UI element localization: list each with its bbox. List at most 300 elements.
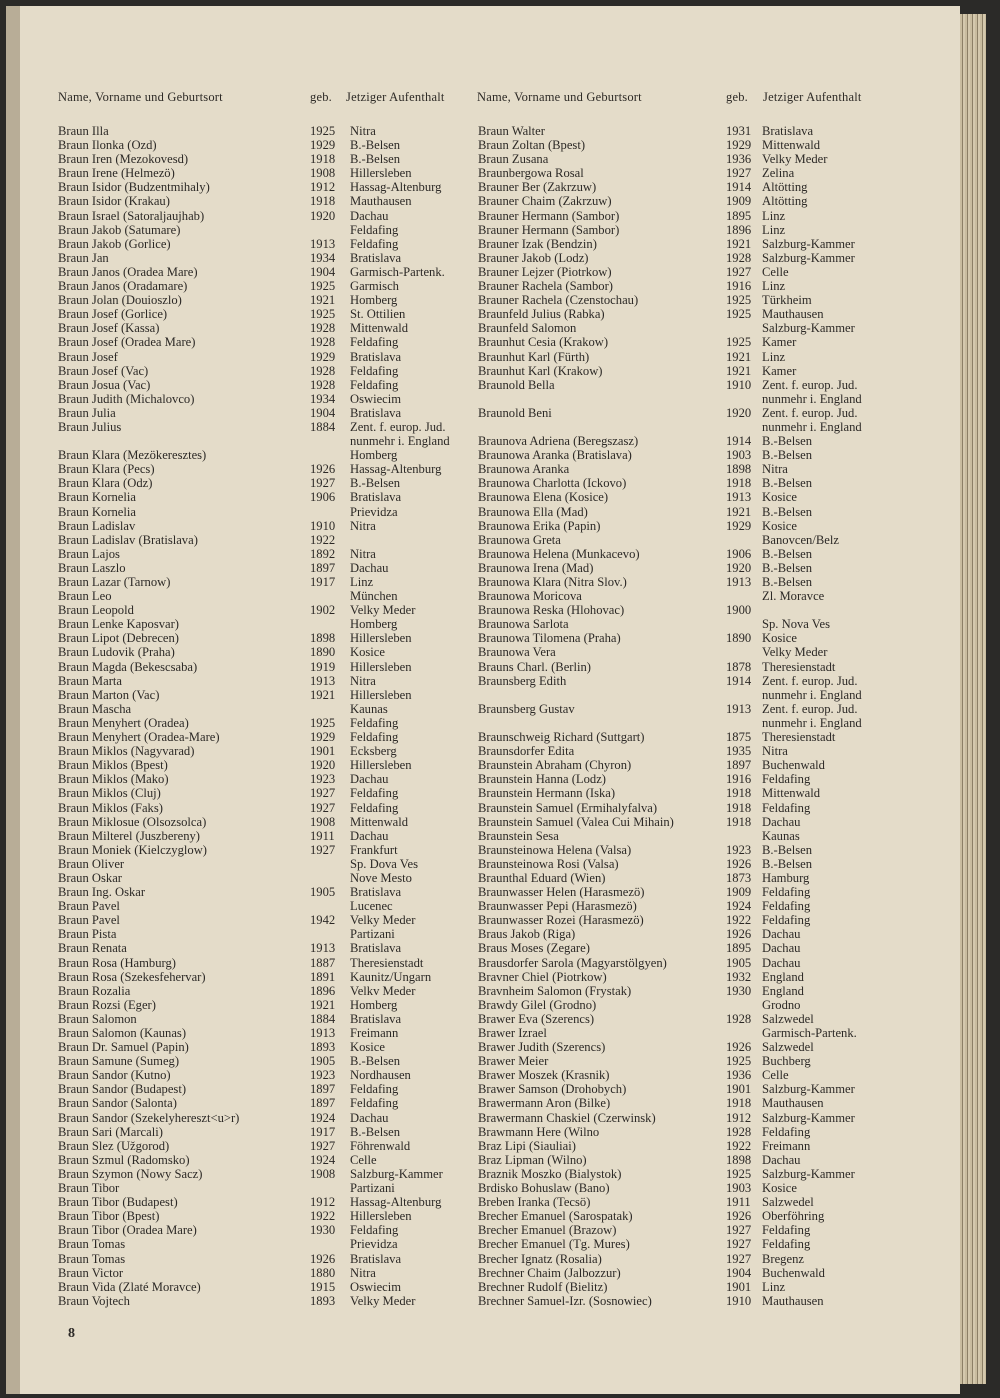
entry-birth-year: 1918 xyxy=(726,476,752,491)
entry-name: Brecher Ignatz (Rosalia) xyxy=(478,1251,602,1266)
entry-residence: Feldafing xyxy=(762,885,811,900)
entry-birth-year: 1921 xyxy=(726,363,752,378)
entry-birth-year: 1925 xyxy=(726,1054,752,1069)
col1-header-year: geb. xyxy=(310,90,332,104)
entry-birth-year: 1875 xyxy=(726,730,752,745)
entry-birth-year: 1929 xyxy=(310,730,336,745)
entry-residence: Salzburg-Kammer xyxy=(350,1166,443,1181)
entry-birth-year: 1921 xyxy=(726,349,752,364)
entry-birth-year: 1901 xyxy=(310,744,336,759)
entry-birth-year: 1920 xyxy=(310,758,336,773)
entry-residence: Feldafing xyxy=(350,730,399,745)
entry-name: Braus Jakob (Riga) xyxy=(478,927,576,942)
entry-residence: Nitra xyxy=(350,124,376,138)
entry-name: Brauner Rachela (Czenstochau) xyxy=(478,293,639,308)
entry-residence: Kosice xyxy=(762,518,797,533)
entry-residence: nunmehr i. England xyxy=(762,391,862,406)
entry-name: Braunwasser Rozei (Harasmezö) xyxy=(478,913,644,928)
entry-birth-year: 1920 xyxy=(726,405,752,420)
entry-residence: Kamer xyxy=(762,335,797,350)
entry-name: Braunstein Samuel (Ermihalyfalva) xyxy=(478,800,658,815)
entry-name: Brauner Hermann (Sambor) xyxy=(478,208,620,223)
entry-residence: St. Ottilien xyxy=(350,307,406,322)
entry-residence: Bratislava xyxy=(350,1251,402,1266)
entry-residence: Dachau xyxy=(350,208,389,223)
entry-name: Braun Lenke Kaposvar) xyxy=(58,617,179,632)
entry-name: Braun Josef (Oradea Mare) xyxy=(58,335,196,350)
entry-name: Braun Jakob (Satumare) xyxy=(58,222,181,237)
entry-name: Braunhut Karl (Krakow) xyxy=(478,363,603,378)
entry-name: Brechner Chaim (Jalbozzur) xyxy=(478,1265,621,1280)
entry-residence: Zent. f. europ. Jud. xyxy=(762,673,858,688)
entry-birth-year: 1910 xyxy=(310,518,336,533)
entry-birth-year: 1927 xyxy=(726,1237,752,1252)
entry-residence: Feldafing xyxy=(350,715,399,730)
entry-birth-year: 1913 xyxy=(726,701,752,716)
entry-birth-year: 1897 xyxy=(726,758,752,773)
entry-name: Braunova Adriena (Beregszasz) xyxy=(478,434,639,449)
entry-birth-year: 1912 xyxy=(726,1110,752,1125)
entry-birth-year: 1898 xyxy=(310,631,336,646)
entry-birth-year: 1901 xyxy=(726,1279,752,1294)
entry-birth-year: 1873 xyxy=(726,870,752,885)
entry-name: Braunsteinowa Helena (Valsa) xyxy=(478,842,632,857)
entry-name: Braun Janos (Oradamare) xyxy=(58,279,188,294)
entry-residence: Salzburg-Kammer xyxy=(762,321,855,336)
entry-residence: Buchenwald xyxy=(762,758,825,773)
entry-birth-year: 1918 xyxy=(726,1096,752,1111)
entry-residence: Dachau xyxy=(350,828,389,843)
entry-residence: Kosice xyxy=(762,631,797,646)
entry-name: Brawmann Here (Wilno xyxy=(478,1124,600,1139)
entry-birth-year: 1904 xyxy=(310,264,336,279)
entry-name: Braun Victor xyxy=(58,1265,124,1280)
entry-birth-year: 1884 xyxy=(310,419,336,434)
entry-birth-year: 1918 xyxy=(726,786,752,801)
entry-name: Braunowa Moricova xyxy=(478,589,582,604)
entry-name: Braun Mascha xyxy=(58,701,132,716)
entry-birth-year: 1914 xyxy=(726,673,752,688)
entry-name: Brecher Emanuel (Sarospatak) xyxy=(478,1209,633,1224)
col2-header-place: Jetziger Aufenthalt xyxy=(763,90,862,104)
entry-residence: Partizani xyxy=(350,927,395,942)
entry-name: Braun Miklosue (Olsozsolca) xyxy=(58,814,207,829)
entry-residence: Mauthausen xyxy=(762,1293,824,1308)
entry-name: Braun Walter xyxy=(478,124,545,138)
entry-residence: Linz xyxy=(762,279,786,294)
entry-name: Braun Rozsi (Eger) xyxy=(58,997,156,1012)
entry-residence: Buchberg xyxy=(762,1054,811,1069)
entry-birth-year: 1928 xyxy=(726,1124,752,1139)
entry-name: Braun Leo xyxy=(58,589,112,604)
entry-residence: Feldafing xyxy=(762,800,811,815)
entry-birth-year: 1913 xyxy=(310,236,336,251)
entry-name: Braunowa Greta xyxy=(478,532,561,547)
entry-name: Braun Oliver xyxy=(58,856,125,871)
entry-residence: Kosice xyxy=(350,1040,385,1055)
entry-residence: Zent. f. europ. Jud. xyxy=(350,419,446,434)
entry-birth-year: 1923 xyxy=(310,772,336,787)
entry-residence: Linz xyxy=(762,1279,786,1294)
entry-name: Brauns Charl. (Berlin) xyxy=(478,659,591,674)
entry-name: Braz Lipman (Wilno) xyxy=(478,1152,587,1167)
entry-name: Braun Klara (Odz) xyxy=(58,476,153,491)
entry-name: Braun Sandor (Salonta) xyxy=(58,1096,177,1111)
entry-name: Brdisko Bohuslaw (Bano) xyxy=(478,1181,610,1196)
entry-residence: Homberg xyxy=(350,617,398,632)
entry-residence: B.-Belsen xyxy=(350,1124,401,1139)
entry-birth-year: 1922 xyxy=(726,913,752,928)
entry-birth-year: 1878 xyxy=(726,659,752,674)
entry-name: Braunsberg Edith xyxy=(478,673,567,688)
entry-birth-year: 1893 xyxy=(310,1040,336,1055)
entry-birth-year: 1905 xyxy=(726,955,752,970)
entry-name: Braun Salomon (Kaunas) xyxy=(58,1026,187,1040)
entry-birth-year: 1924 xyxy=(310,1152,336,1167)
entry-name: Braunstein Abraham (Chyron) xyxy=(478,758,632,773)
entry-name: Braun Illa xyxy=(58,124,109,138)
entry-name: Braun Kornelia xyxy=(58,490,136,505)
entry-residence: Partizani xyxy=(350,1181,395,1196)
entry-birth-year: 1880 xyxy=(310,1265,336,1280)
entry-residence: Zent. f. europ. Jud. xyxy=(762,701,858,716)
entry-residence: Mittenwald xyxy=(350,321,409,336)
entry-name: Braunowa Reska (Hlohovac) xyxy=(478,603,625,618)
entry-name: Braun Lajos xyxy=(58,546,120,561)
entry-birth-year: 1897 xyxy=(310,560,336,575)
entry-birth-year: 1929 xyxy=(310,138,336,153)
entry-name: Bravner Chiel (Piotrkow) xyxy=(478,969,607,984)
entry-birth-year: 1902 xyxy=(310,603,336,618)
book-page-edges xyxy=(960,14,986,1384)
entry-name: Brausdorfer Sarola (Magyarstölgyen) xyxy=(478,955,667,970)
entry-residence: Frankfurt xyxy=(350,842,398,857)
entry-name: Braun Sandor (Kutno) xyxy=(58,1068,171,1083)
entry-birth-year: 1911 xyxy=(310,828,335,843)
entry-residence: Zelina xyxy=(762,166,795,181)
entry-birth-year: 1927 xyxy=(726,166,752,181)
entry-birth-year: 1936 xyxy=(726,1068,752,1083)
entry-birth-year: 1928 xyxy=(310,335,336,350)
entry-name: Braun Magda (Bekescsaba) xyxy=(58,659,198,674)
entry-name: Braun Tibor (Bpest) xyxy=(58,1209,160,1224)
entry-residence: Feldafing xyxy=(350,363,399,378)
entry-residence: England xyxy=(762,969,804,984)
entry-name: Braun Renata xyxy=(58,941,127,956)
entry-name: Braun Janos (Oradea Mare) xyxy=(58,264,198,279)
entry-residence: Linz xyxy=(350,575,374,589)
entry-name: Braun Tibor (Oradea Mare) xyxy=(58,1223,197,1238)
entry-name: Brawer Izrael xyxy=(478,1026,547,1040)
entry-residence: Theresienstadt xyxy=(350,955,424,970)
entry-residence: Velky Meder xyxy=(762,152,828,167)
entry-birth-year: 1916 xyxy=(726,279,752,294)
entry-residence: Hillersleben xyxy=(350,758,412,773)
entry-residence: Mauthausen xyxy=(762,1096,824,1111)
entry-residence: B.-Belsen xyxy=(762,546,813,561)
entry-residence: Ecksberg xyxy=(350,744,397,759)
entry-residence: Nitra xyxy=(762,462,788,477)
entry-name: Braun Sandor (Budapest) xyxy=(58,1082,187,1097)
entry-residence: Altötting xyxy=(762,194,808,209)
entry-birth-year: 1926 xyxy=(726,1209,752,1224)
entry-residence: Grodno xyxy=(762,997,801,1012)
entry-name: Braun Ludovik (Praha) xyxy=(58,645,175,660)
entry-name: Braunstein Hanna (Lodz) xyxy=(478,772,606,787)
entry-name: Braunsdorfer Edita xyxy=(478,744,575,759)
entry-name: Braun Rozalia xyxy=(58,983,131,998)
entry-residence: Salzwedel xyxy=(762,1195,814,1210)
entry-name: Bravnheim Salomon (Frystak) xyxy=(478,983,632,998)
entry-name: Braunthal Eduard (Wien) xyxy=(478,870,606,885)
entry-birth-year: 1892 xyxy=(310,546,336,561)
entry-residence: Hassag-Altenburg xyxy=(350,180,442,195)
entry-name: Braun Ing. Oskar xyxy=(58,885,146,900)
entry-name: Braun Tibor xyxy=(58,1181,120,1196)
entry-name: Braun Leopold xyxy=(58,603,134,618)
entry-birth-year: 1928 xyxy=(310,377,336,392)
entry-residence: Velkv Meder xyxy=(350,983,416,998)
entry-birth-year: 1922 xyxy=(310,532,336,547)
entry-birth-year: 1887 xyxy=(310,955,336,970)
entry-residence: Homberg xyxy=(350,448,398,463)
entry-residence: Dachau xyxy=(762,814,801,829)
entry-name: Braunstein Hermann (Iska) xyxy=(478,786,616,801)
entry-residence: Hillersleben xyxy=(350,1209,412,1224)
entry-name: Braun Jakob (Gorlice) xyxy=(58,236,171,251)
entry-birth-year: 1934 xyxy=(310,391,336,406)
entry-birth-year: 1920 xyxy=(726,560,752,575)
entry-residence: B.-Belsen xyxy=(762,575,813,589)
entry-name: Braun Josua (Vac) xyxy=(58,377,151,392)
entry-birth-year: 1896 xyxy=(726,222,752,237)
entry-residence: Sp. Dova Ves xyxy=(350,856,418,871)
entry-name: Braun Pavel xyxy=(58,899,120,914)
entry-birth-year: 1896 xyxy=(310,983,336,998)
entry-residence: Feldafing xyxy=(350,222,399,237)
entry-birth-year: 1934 xyxy=(310,250,336,265)
entry-birth-year: 1926 xyxy=(310,1251,336,1266)
entry-birth-year: 1927 xyxy=(310,476,336,491)
entry-name: Braunowa Elena (Kosice) xyxy=(478,490,609,505)
entry-name: Braun Pavel xyxy=(58,913,120,928)
entry-residence: Feldafing xyxy=(350,377,399,392)
entry-residence: Mauthausen xyxy=(762,307,824,322)
entry-birth-year: 1927 xyxy=(310,800,336,815)
entry-name: Braun Iren (Mezokovesd) xyxy=(58,152,189,167)
entry-birth-year: 1901 xyxy=(726,1082,752,1097)
entry-birth-year: 1918 xyxy=(310,152,336,167)
entry-name: Braun Moniek (Kielczyglow) xyxy=(58,842,207,857)
entry-name: Braun Pista xyxy=(58,927,117,942)
entry-residence: Dachau xyxy=(350,772,389,787)
entry-name: Brauner Ber (Zakrzuw) xyxy=(478,180,597,195)
page-number: 8 xyxy=(68,1326,75,1341)
entry-residence: Dachau xyxy=(350,560,389,575)
entry-residence: Nitra xyxy=(762,744,788,759)
entry-birth-year: 1922 xyxy=(726,1138,752,1153)
entry-name: Braun Miklos (Cluj) xyxy=(58,786,161,801)
entry-residence: B.-Belsen xyxy=(762,448,813,463)
entry-residence: Oswiecim xyxy=(350,391,402,406)
entry-residence: nunmehr i. England xyxy=(762,687,862,702)
entry-birth-year: 1919 xyxy=(310,659,336,674)
entry-residence: Freimann xyxy=(350,1026,399,1040)
entry-residence: Mittenwald xyxy=(762,138,821,153)
entry-name: Braun Jan xyxy=(58,250,109,265)
entry-residence: Theresienstadt xyxy=(762,730,836,745)
entry-birth-year: 1910 xyxy=(726,1293,752,1308)
entry-residence: Velky Meder xyxy=(762,645,828,660)
entry-name: Braun Ladislav xyxy=(58,518,136,533)
entry-name: Braun Judith (Michalovco) xyxy=(58,391,195,406)
entry-birth-year: 1923 xyxy=(310,1068,336,1083)
entry-residence: Banovcen/Belz xyxy=(762,532,839,547)
entry-name: Braun Josef (Kassa) xyxy=(58,321,160,336)
entry-residence: Garmisch xyxy=(350,279,399,294)
entry-name: Braun Milterel (Juszbereny) xyxy=(58,828,200,843)
entry-name: Braun Szmul (Radomsko) xyxy=(58,1152,190,1167)
entry-name: Brechner Samuel-Izr. (Sosnowiec) xyxy=(478,1293,652,1308)
entry-name: Brauner Chaim (Zakrzuw) xyxy=(478,194,612,209)
entry-name: Braun Zusana xyxy=(478,152,549,167)
entry-birth-year: 1925 xyxy=(726,1166,752,1181)
entry-residence: Salzburg-Kammer xyxy=(762,1110,855,1125)
entry-residence: Homberg xyxy=(350,997,398,1012)
entry-residence: München xyxy=(350,589,398,604)
entry-birth-year: 1904 xyxy=(310,405,336,420)
entry-residence: Feldafing xyxy=(762,772,811,787)
entry-residence: Bregenz xyxy=(762,1251,804,1266)
entry-name: Braun Samune (Sumeg) xyxy=(58,1054,180,1069)
col1-header-place: Jetziger Aufenthalt xyxy=(346,90,445,104)
entry-residence: Buchenwald xyxy=(762,1265,825,1280)
entry-birth-year: 1929 xyxy=(310,349,336,364)
entry-residence: Feldafing xyxy=(762,899,811,914)
entry-birth-year: 1925 xyxy=(726,335,752,350)
entry-residence: Lucenec xyxy=(350,899,393,914)
entry-birth-year: 1891 xyxy=(310,969,336,984)
entry-name: Braunowa Helena (Munkacevo) xyxy=(478,546,640,561)
entry-name: Brecher Emanuel (Tg. Mures) xyxy=(478,1237,630,1252)
entry-name: Braunstein Sesa xyxy=(478,828,559,843)
entry-name: Braun Tibor (Budapest) xyxy=(58,1195,178,1210)
entry-birth-year: 1932 xyxy=(726,969,752,984)
entry-residence: Garmisch-Partenk. xyxy=(350,264,445,279)
entry-residence: Salzburg-Kammer xyxy=(762,1166,855,1181)
entry-residence: Altötting xyxy=(762,180,808,195)
entry-residence: Feldafing xyxy=(762,1124,811,1139)
entry-name: Braun Ilonka (Ozd) xyxy=(58,138,157,153)
entry-birth-year: 1925 xyxy=(726,293,752,308)
entry-name: Braun Sandor (Szekelyhereszt<u>r) xyxy=(58,1110,240,1125)
entry-birth-year: 1917 xyxy=(310,575,336,589)
entry-residence: Hillersleben xyxy=(350,687,412,702)
entry-name: Brawer Eva (Szerencs) xyxy=(478,1011,595,1026)
entry-residence: Feldafing xyxy=(350,800,399,815)
entry-name: Braun Lazar (Tarnow) xyxy=(58,575,171,589)
entry-birth-year: 1929 xyxy=(726,138,752,153)
entry-name: Braun Josef (Gorlice) xyxy=(58,307,168,322)
entry-name: Braun Menyhert (Oradea) xyxy=(58,715,189,730)
entry-birth-year: 1921 xyxy=(310,293,336,308)
entry-name: Braunowa Charlotta (Ickovo) xyxy=(478,476,627,491)
entry-residence: Kamer xyxy=(762,363,797,378)
entry-residence: Hassag-Altenburg xyxy=(350,1195,442,1210)
entry-name: Braun Julius xyxy=(58,419,122,434)
entry-birth-year: 1912 xyxy=(310,1195,336,1210)
entry-name: Brauner Izak (Bendzin) xyxy=(478,236,597,251)
entry-name: Braun Marta xyxy=(58,673,122,688)
col2-header-year: geb. xyxy=(726,90,748,104)
entry-residence: B.-Belsen xyxy=(762,856,813,871)
entry-birth-year: 1898 xyxy=(726,1152,752,1167)
entry-birth-year: 1921 xyxy=(310,687,336,702)
entry-name: Braun Oskar xyxy=(58,870,123,885)
entry-birth-year: 1926 xyxy=(310,462,336,477)
entry-residence: Bratislava xyxy=(350,885,402,900)
entry-birth-year: 1926 xyxy=(726,927,752,942)
entry-residence: B.-Belsen xyxy=(350,476,401,491)
entry-residence: Türkheim xyxy=(762,293,812,308)
entry-residence: Kaunas xyxy=(350,701,388,716)
entry-name: Braun Josef xyxy=(58,349,118,364)
entry-name: Braunowa Sarlota xyxy=(478,617,569,632)
entry-birth-year: 1928 xyxy=(726,1011,752,1026)
entry-name: Brawer Meier xyxy=(478,1054,549,1069)
entry-birth-year: 1921 xyxy=(726,236,752,251)
entry-name: Braun Menyhert (Oradea-Mare) xyxy=(58,730,220,745)
entry-residence: Bratislava xyxy=(762,124,814,138)
entry-name: Braun Israel (Satoraljaujhab) xyxy=(58,208,205,223)
entry-residence: B.-Belsen xyxy=(350,1054,401,1069)
entry-birth-year: 1913 xyxy=(726,575,752,589)
entry-residence: Oswiecim xyxy=(350,1279,402,1294)
entry-name: Brawdy Gilel (Grodno) xyxy=(478,997,597,1012)
entry-name: Braun Slez (Užgorod) xyxy=(58,1138,170,1153)
entry-residence: Föhrenwald xyxy=(350,1138,411,1153)
entry-residence: Dachau xyxy=(762,941,801,956)
entry-residence: Feldafing xyxy=(350,786,399,801)
entry-name: Braunowa Aranka (Bratislava) xyxy=(478,448,632,463)
entry-birth-year: 1910 xyxy=(726,377,752,392)
entry-name: Braun Lipot (Debrecen) xyxy=(58,631,179,646)
entry-birth-year: 1928 xyxy=(726,250,752,265)
entry-name: Braunowa Irena (Mad) xyxy=(478,560,594,575)
entry-birth-year: 1908 xyxy=(310,166,336,181)
entry-residence: Feldafing xyxy=(762,913,811,928)
entry-residence: Feldafing xyxy=(762,1237,811,1252)
entry-name: Brauner Lejzer (Piotrkow) xyxy=(478,264,612,279)
entry-birth-year: 1909 xyxy=(726,194,752,209)
entry-name: Braun Irene (Helmezö) xyxy=(58,166,175,181)
entry-residence: B.-Belsen xyxy=(762,476,813,491)
entry-residence: Velky Meder xyxy=(350,913,416,928)
entry-residence: Nove Mesto xyxy=(350,870,412,885)
entry-birth-year: 1906 xyxy=(310,490,336,505)
entry-birth-year: 1909 xyxy=(726,885,752,900)
entry-name: Brawer Moszek (Krasnik) xyxy=(478,1068,610,1083)
entry-name: Braunhut Karl (Fürth) xyxy=(478,349,590,364)
entry-name: Braun Isidor (Budzentmihaly) xyxy=(58,180,210,195)
entry-name: Braun Josef (Vac) xyxy=(58,363,149,378)
entry-name: Brauner Hermann (Sambor) xyxy=(478,222,620,237)
entry-name: Braun Salomon xyxy=(58,1011,137,1026)
entry-residence: Feldafing xyxy=(350,236,399,251)
entry-residence: Mauthausen xyxy=(350,194,412,209)
entry-residence: Salzwedel xyxy=(762,1040,814,1055)
entry-name: Braz Lipi (Siauliai) xyxy=(478,1138,576,1153)
